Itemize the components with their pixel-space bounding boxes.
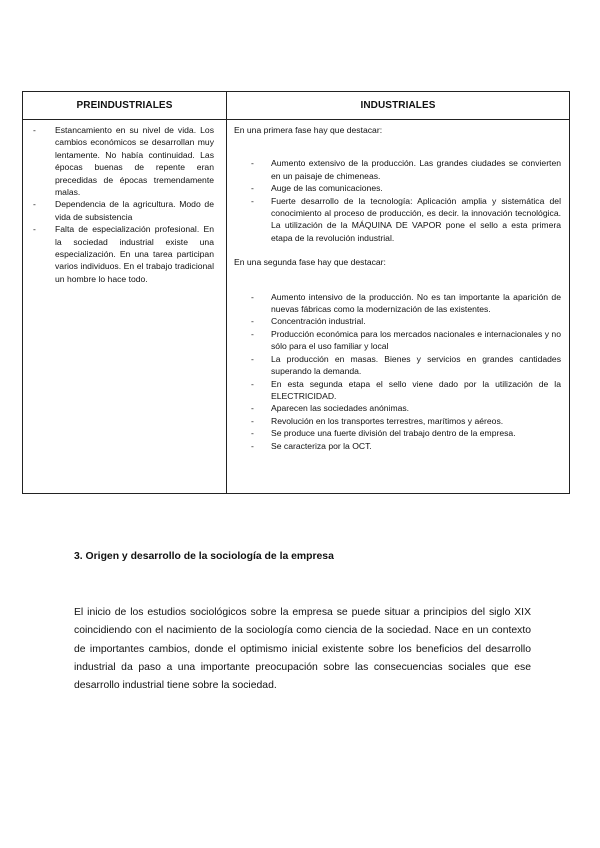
- bullet-dash: -: [251, 328, 254, 339]
- bullet-dash: -: [251, 195, 254, 206]
- list-item-text: Falta de especialización profesional. En la sociedad industrial existe una especialización. En una tarea participan varios individuos. En el trabajo tradicional un hombre lo hace todo.: [55, 224, 214, 284]
- bullet-dash: -: [251, 415, 254, 426]
- list-item: [251, 328, 561, 353]
- bullet-dash: -: [251, 378, 254, 389]
- table-body-row: [23, 120, 569, 493]
- preindustriales-cell: [23, 120, 227, 493]
- bullet-dash: -: [251, 183, 254, 194]
- bullet-dash: -: [251, 440, 254, 451]
- list-item: [251, 195, 561, 245]
- list-item: [33, 124, 214, 198]
- second-phase-intro: En una segunda fase hay que destacar:: [234, 257, 386, 268]
- list-item-text: Aparecen las sociedades anónimas.: [271, 403, 410, 414]
- first-phase-intro: En una primera fase hay que destacar:: [234, 125, 383, 135]
- bullet-dash: -: [33, 224, 36, 235]
- list-item-text: Producción económica para los mercados nacionales e internacionales y no sólo para el uso familiar y local: [271, 328, 561, 352]
- list-item: [33, 198, 214, 223]
- list-item-text: Revolución en los transportes terrestres, marítimos y aéreos.: [271, 415, 504, 426]
- list-item: [251, 157, 561, 182]
- list-item-text: Auge de las comunicaciones.: [271, 183, 383, 194]
- table-header-row: [23, 92, 569, 120]
- list-item: [251, 440, 561, 452]
- list-item-text: Estancamiento en su nivel de vida. Los cambios económicos se desarrollan muy lentamente. No había continuidad. Las épocas buenas de repente eran precedidas de épocas tremendamente malas.: [55, 125, 214, 198]
- list-item-text: La producción en masas. Bienes y servicios en grandes cantidades superando la demanda.: [271, 353, 561, 377]
- list-item-text: Aumento extensivo de la producción. Las grandes ciudades se convierten en un paisaje de chimeneas.: [271, 158, 561, 181]
- list-item: [33, 223, 214, 285]
- list-item: [251, 415, 561, 427]
- bullet-dash: -: [251, 403, 254, 414]
- list-item-text: Aumento intensivo de la producción. No es tan importante la aparición de nuevas fábricas como la modernización de las existentes.: [271, 291, 561, 315]
- bullet-dash: -: [251, 353, 254, 364]
- list-item-text: Se caracteriza por la OCT.: [271, 440, 372, 451]
- bullet-dash: -: [33, 199, 36, 210]
- list-item: [251, 353, 561, 378]
- bullet-dash: -: [33, 125, 36, 135]
- list-item: [251, 427, 561, 439]
- first-phase-list: [234, 157, 561, 244]
- bullet-dash: -: [251, 428, 254, 439]
- section-heading: 3. Origen y desarrollo de la sociología de la empresa: [74, 551, 334, 562]
- section-paragraph: El inicio de los estudios sociológicos sobre la empresa se puede situar a principios del siglo XIX coincidiendo con el nacimiento de la sociología como ciencia de la sociedad. Nace en un contexto de importantes cambios, donde el optimismo inicial existente sobre los beneficios del desarrollo industrial da paso a una importante preocupación sobre las consecuencias sociales que ese desarrollo industrial tiene sobre la sociedad.: [74, 607, 531, 692]
- list-item: [251, 402, 561, 414]
- list-item-text: En esta segunda etapa el sello viene dado por la utilización de la ELECTRICIDAD.: [271, 378, 561, 401]
- industriales-cell: [227, 120, 569, 493]
- list-item: [251, 315, 561, 327]
- comparison-table: [22, 91, 570, 494]
- bullet-dash: -: [251, 291, 254, 302]
- bullet-dash: -: [251, 158, 254, 169]
- list-item-text: Concentración industrial.: [271, 316, 366, 327]
- list-item-text: Fuerte desarrollo de la tecnología: Aplicación amplia y sistemática del conocimiento al proceso de producción, es decir. la innovación tecnológica. La utilización de la MÁQUINA DE VAPOR pone el sello a esta primera etapa de la revolución industrial.: [271, 195, 561, 243]
- list-item-text: Dependencia de la agricultura. Modo de vida de subsistencia: [55, 199, 214, 222]
- bullet-dash: -: [251, 316, 254, 327]
- list-item-text: Se produce una fuerte división del trabajo dentro de la empresa.: [271, 428, 516, 439]
- header-preindustriales: PREINDUSTRIALES: [23, 92, 227, 119]
- list-item: [251, 378, 561, 403]
- header-industriales: INDUSTRIALES: [360, 100, 436, 111]
- list-item: [251, 182, 561, 194]
- second-phase-list: [234, 291, 561, 452]
- list-item: [251, 291, 561, 316]
